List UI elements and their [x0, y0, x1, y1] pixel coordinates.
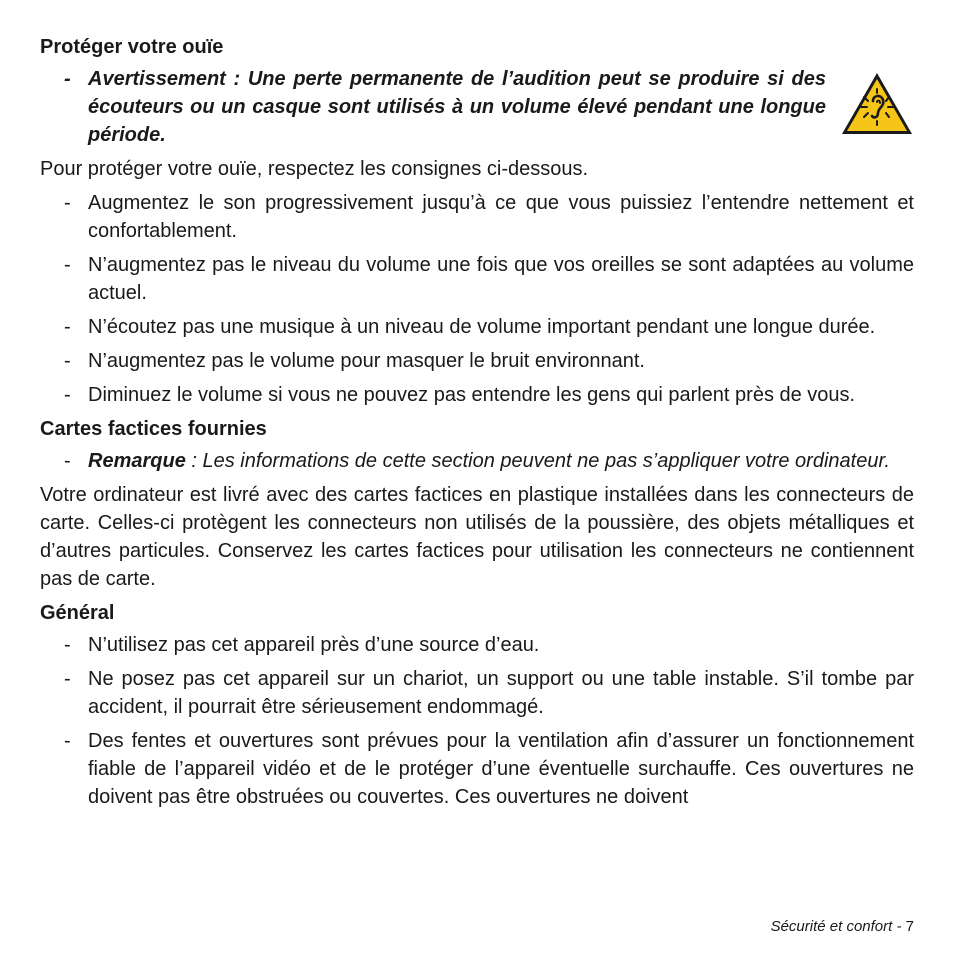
footer-label: Sécurité et confort - [770, 918, 902, 935]
hearing-list [40, 189, 914, 409]
dash-mark: - [64, 316, 71, 338]
page-content [40, 33, 914, 817]
note-text: : Les informations de cette section peuvent ne pas s’appliquer votre ordinateur. [185, 450, 890, 472]
warning-message: Avertissement : Une perte permanente de l’audition peut se produire si des écouteurs ou un casque sont utilisés à un volume élevé pendant une longue période. [88, 68, 826, 146]
dash-mark: - [64, 254, 71, 276]
list-item-text: N’augmentez pas le volume pour masquer le bruit environnant. [88, 350, 645, 372]
list-item [40, 631, 914, 659]
dash-mark: - [64, 668, 71, 690]
list-item [40, 381, 914, 409]
dash-mark: - [64, 384, 71, 406]
dummy-cards-body: Votre ordinateur est livré avec des cartes factices en plastique installées dans les connecteurs de carte. Celles-ci protègent les connecteurs non utilisés de la poussière, des objets métalliques et d’autres particules. Conservez les cartes factices pour utilisation les connecteurs ne contiennent pas de carte. [40, 484, 914, 590]
heading-dummy-cards: Cartes factices fournies [40, 418, 267, 440]
warning-list [40, 65, 914, 149]
dash-mark: - [64, 450, 71, 472]
hearing-warning-icon [840, 71, 914, 137]
list-item [40, 313, 914, 341]
note-label: Remarque [88, 450, 186, 472]
list-item-text: N’augmentez pas le niveau du volume une fois que vos oreilles se sont adaptées au volume actuel. [88, 254, 914, 304]
page-footer [771, 917, 914, 937]
warning-block [40, 65, 914, 149]
heading-general: Général [40, 602, 115, 624]
general-list [40, 631, 914, 811]
list-item-text: N’utilisez pas cet appareil près d’une source d’eau. [88, 634, 540, 656]
list-item-text: Des fentes et ouvertures sont prévues pour la ventilation afin d’assurer un fonctionnement fiable de l’appareil vidéo et de le protéger d’une éventuelle surchauffe. Ces ouvertures ne doivent pas être obstruées ou couvertes. Ces ouvertures ne doivent [88, 730, 914, 808]
hearing-intro: Pour protéger votre ouïe, respectez les consignes ci-dessous. [40, 158, 589, 180]
dash-mark: - [64, 350, 71, 372]
warning-text [40, 65, 914, 149]
dash-mark: - [64, 730, 71, 752]
dash-mark: - [64, 68, 71, 90]
dash-mark: - [64, 192, 71, 214]
heading-hearing: Protéger votre ouïe [40, 36, 224, 58]
dash-mark: - [64, 634, 71, 656]
list-item-text: Diminuez le volume si vous ne pouvez pas entendre les gens qui parlent près de vous. [88, 384, 856, 406]
list-item [40, 347, 914, 375]
list-item-text: Ne posez pas cet appareil sur un chariot, un support ou une table instable. S’il tombe par accident, il pourrait être sérieusement endommagé. [88, 668, 914, 718]
list-item [40, 189, 914, 245]
list-item [40, 665, 914, 721]
list-item [40, 251, 914, 307]
note-item [40, 447, 914, 475]
list-item-text: Augmentez le son progressivement jusqu’à ce que vous puissiez l’entendre nettement et confortablement. [88, 192, 914, 242]
page-number: 7 [905, 918, 914, 935]
note-list [40, 447, 914, 475]
list-item-text: N’écoutez pas une musique à un niveau de volume important pendant une longue durée. [88, 316, 876, 338]
list-item [40, 727, 914, 811]
